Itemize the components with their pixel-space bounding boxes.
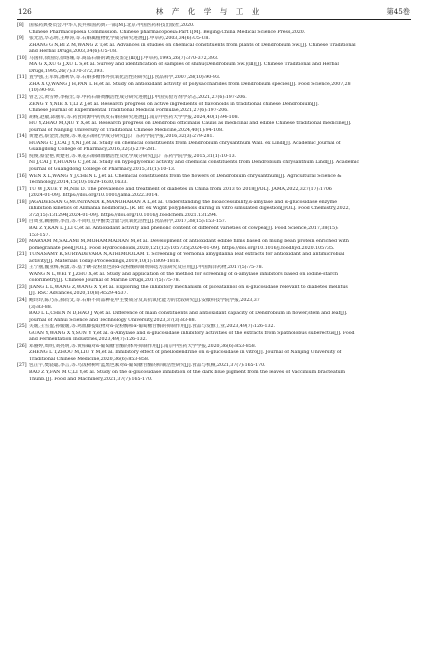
reference-line: MARYAM M,SALAMI M,MOHAMMADIAN M,et al. Development of antioxidant edible films based on mung bean protein enriched with xyxy=(29,239,349,245)
reference-number: [9] xyxy=(17,36,24,42)
reference-entry xyxy=(17,174,411,187)
reference-line: GUAN Y,WANG X Y,SUN Y Y,et al. α-Amylase and α-glucosidase inhibitory activities of the extracts from Spatholobus suberectus[J]. Food xyxy=(29,330,355,336)
reference-line: inhibition kinetics of Allmania nodiflora(L.)R. Br. ex Wight polyphenols during in vitro simulated digestion[J/OL]. Food Chemistry,2022, xyxy=(29,206,351,212)
reference-number: [12] xyxy=(17,95,27,101)
reference-number: [22] xyxy=(17,265,27,271)
reference-entry xyxy=(17,324,411,344)
reference-number: [17] xyxy=(17,186,27,192)
reference-line: 153-157. xyxy=(29,232,50,238)
reference-text xyxy=(29,239,411,252)
reference-text xyxy=(29,134,411,154)
reference-line: 包正宇,樊骁聪,李言,等.乌饭树树叶蓝黑色素对α-葡萄糖苷酶的抑制活性研究[J].食品与机械,2021,37(7):165-170. xyxy=(29,363,266,369)
reference-number: [24] xyxy=(17,297,27,303)
reference-text xyxy=(29,23,411,36)
reference-line: Chinese Journal of Experimental Traditional Medical Formulae,2021,27(6):197-206. xyxy=(29,108,229,114)
reference-line: Thunb.[J]. Food and Machinery,2021,37(7):165-170. xyxy=(29,376,153,382)
reference-line: TU W J,XUE Y M,NIE D. The prevalence and treatment of diabetes in China from 2013 to 2018[J/OL]. JAMA,2022,327(17):1706 xyxy=(29,186,332,192)
reference-line: (10):90-93. xyxy=(29,88,56,94)
reference-text xyxy=(29,174,411,187)
reference-text xyxy=(29,200,411,220)
reference-text xyxy=(29,219,411,239)
reference-line: 倪俊,蔡金艳,黄楚君,等.束花石斛降血糖活性及化学成分研究[J].广东药学院学报,2015,31(1):10-13. xyxy=(29,153,237,159)
reference-number: [11] xyxy=(17,75,27,81)
reference-number: [8] xyxy=(17,23,24,28)
reference-line: ZHA X Q,WANG J H,PAN L H,et al. Study on antioxidant activity of polysaccharides from Dendrobium species[J]. Food Science,2007,28 xyxy=(29,81,351,87)
reference-line: HUANG C J,CAI J Y,NI J,et al. Study on chemical constituents from Dendrobium chrysanthum Wall. ex Lindl[J]. Academic Journal of xyxy=(29,140,341,146)
reference-list xyxy=(17,23,411,383)
reference-text xyxy=(29,75,411,95)
reference-line: activity[J]. Materials Today:Proceedings,2019,10(1):1809-1818. xyxy=(29,258,181,264)
reference-number: [21] xyxy=(17,252,27,258)
reference-line: (3):83-88. xyxy=(29,304,53,310)
reference-line: BAO Z Y,FAN M C,LI Y,et al. Study on the α-glucosidase inhibition of the dark blue pigment from the leaves of Vaccinium bracteatum xyxy=(29,369,346,375)
reference-number: [20] xyxy=(17,239,27,245)
reference-line: pomegranate peel[J/OL]. Food Hydrocolloids,2020,121(12):105735[2024-01-09]. https://doi.org/10.1016/j.foodhyd.2020.105735. xyxy=(29,245,335,251)
reference-number: [19] xyxy=(17,219,27,225)
reference-line: 王宁丽,魏亚梅,祝潇,等.基于碘-淀粉显色的α-淀粉酶抑制剂筛选方法研究及应用[J].中国海洋药物,2017(5):75-78. xyxy=(29,265,264,271)
reference-text xyxy=(29,298,411,324)
reference-number: [15] xyxy=(17,153,27,159)
reference-line: Traditional Chinese Medicine,2020,36(6):853-858. xyxy=(29,356,150,362)
reference-text xyxy=(29,265,411,285)
reference-line: 关媛,王雪盈,孙媛媛,等.鸡血藤提取物对α-淀粉酶和α-葡萄糖苷酶的抑制作用[J].食品与发酵工业,2023,49(7):126-132. xyxy=(29,324,275,330)
reference-entry xyxy=(17,252,411,265)
reference-line: WANG N L,WEI Y J,ZHU X,et al. Study and application of the method for screening of α-amylase inhibitors based on iodine-starch xyxy=(29,271,339,277)
reference-text xyxy=(29,115,411,135)
reference-line: and Fermentation Industries,2023,49(7):126-132. xyxy=(29,337,148,343)
reference-number: [13] xyxy=(17,114,27,120)
reference-entry xyxy=(17,36,411,56)
volume-label: 第45卷 xyxy=(386,7,410,16)
reference-line: 鲍玲玲,陈乃东,郝钧文,等.石斛不同品种花中主要成分及其抗氧化能力的比较研究[J].安徽科技学院学报,2023,37 xyxy=(29,297,260,303)
reference-line: ZHENG L T,ZHOU M,LIU Y M,et al. Inhibitory effect of phellodendrine on α-glucosidase in vitro[J]. Journal of Nanjing University of xyxy=(29,350,342,356)
reference-text xyxy=(29,95,411,115)
reference-entry xyxy=(17,187,411,200)
reference-line: Drugs,1995,26(7):370-372,393. xyxy=(29,68,104,74)
reference-number: [26] xyxy=(17,343,27,349)
reference-entry xyxy=(17,200,411,220)
page-number: 126 xyxy=(18,7,32,16)
reference-entry xyxy=(17,344,411,364)
reference-text xyxy=(29,187,411,200)
reference-line: 国家药典委员会.中华人民共和国药典:一部[M].北京:中国医药科技出版社,2020. xyxy=(29,23,195,28)
reference-number: [16] xyxy=(17,173,27,179)
reference-entry xyxy=(17,75,411,95)
reference-entry xyxy=(17,363,411,383)
reference-entry xyxy=(17,219,411,239)
reference-line: ZHANG G N,BI Z M,WANG Z T,et al. Advances in studies on chemical constituents from plants of Dendrobium Sw.[J]. Chinese Traditional xyxy=(29,42,356,48)
reference-text xyxy=(29,285,411,298)
reference-line: colorimetry[J]. Chinese Journal of Marine Drugs,2017(5):75-78. xyxy=(29,278,181,284)
reference-line: ZENG Y Y,NIE X T,LI Z J,et al. Research progress on active ingredients of flavonoids in traditional chinese Dendrobium[J]. xyxy=(29,101,319,107)
reference-line: Guangdong College of Pharmacy,2016,32(3):279-281. xyxy=(29,147,157,153)
reference-entry xyxy=(17,23,411,36)
reference-text xyxy=(29,324,411,344)
reference-entry xyxy=(17,285,411,298)
reference-line: 马国祥,徐国钧,徐珞珊,等.商品石斛的调查及鉴定(Ⅲ)[J].中草药,1995,26(7):370-372,393. xyxy=(29,55,219,61)
reference-number: [18] xyxy=(17,199,27,205)
reference-text xyxy=(29,344,411,364)
reference-number: [25] xyxy=(17,324,27,330)
reference-text xyxy=(29,56,411,76)
reference-text xyxy=(29,154,411,174)
reference-line: and Herbal Drugs,2003,34(6):U5-U8. xyxy=(29,49,118,55)
journal-title: 林 产 化 学 与 工 业 xyxy=(155,7,263,16)
reference-line: [2024-01-09]. https://doi.org/10.1001/jama.2022.3014. xyxy=(29,193,159,199)
reference-line: 曾艺云,黄雪婷,李振宏,等.中药石斛黄酮活性成分研究进展[J].中国实验方剂学杂志,2021,27(6):197-206. xyxy=(29,95,247,101)
reference-entry xyxy=(17,95,411,115)
reference-entry xyxy=(17,239,411,252)
reference-entry xyxy=(17,298,411,324)
reference-line: 黄楚君,蔡金贵,倪俊,等.束花石斛化学成分研究[J].广东药学院学报,2016,32(3):279-281. xyxy=(29,134,214,140)
reference-line: Journal of Anhui Science and Technology University,2023,37(3):83-88. xyxy=(29,317,197,323)
reference-text xyxy=(29,36,411,56)
reference-line: JIANG L L,WANG Z,WANG X Y,et al. Exploring the inhibitory mechanism of piceatannol on α-glucosidase relevant to diabetes mellitus xyxy=(29,284,348,290)
reference-line: 胡杨,赵敏,邱丽军,等.药食同源中药铁皮石斛的研究进展[J].南京中医药大学学报,2024,40(1):94-108. xyxy=(29,114,240,120)
reference-entry xyxy=(17,134,411,154)
reference-entry xyxy=(17,56,411,76)
reference-line: Chinese Pharmacopoeia Commission. Chinese pharmacopoeia:Part Ⅰ[M]. Beijing:China Medical Science Press,2020. xyxy=(29,29,306,35)
reference-line: TUNASAMY K,SURYADEVARA N,ATHIMOOLAM T. Screening of Vernonia amygdalina leaf extracts for antioxidant and antimicrobial xyxy=(29,252,345,258)
reference-line: 张光浩,毕志明,王峥涛,等.石斛属植物化学成分研究进展[J].中草药,2003,34(6):U5-U8. xyxy=(29,36,210,42)
running-header xyxy=(17,6,411,20)
reference-line: 372(15):131294[2024-01-09]. https://doi.org/10.1016/j.foodchem.2021.131294. xyxy=(29,212,218,218)
reference-entry xyxy=(17,115,411,135)
reference-line: [J]. RSC Advances,2020,10(8):4529-4537. xyxy=(29,291,129,297)
reference-line: Journal of Nanjing University of Traditional Chinese Medicine,2024,40(1):94-108. xyxy=(29,127,224,133)
reference-line: NI J,CAI J Y,HUANG C J,et al. Study on hypoglycemic activity and chemical constituents from Dendrobium chrysanthum Lindl[J]. Academic xyxy=(29,160,360,166)
reference-text xyxy=(29,252,411,265)
reference-number: [14] xyxy=(17,134,27,140)
reference-number: [10] xyxy=(17,55,27,61)
reference-line: 査学强,王军辉,潘利华,等.石斛多糖体外抗氧化活性的研究[J].食品科学,2007,28(10):90-93. xyxy=(29,75,221,81)
reference-line: 邓丽婷,周明,刘亮明,等.黄柏碱对α-葡萄糖苷酶的体外抑制作用[J].南京中医药大学学报,2020,36(6):853-858. xyxy=(29,343,257,349)
reference-line: WEN X L,WANG Y J,CHEN L J,et al. Chemical constituents from the flowers of Dendrobium chrysanthum[J]. Agricultural Science & xyxy=(29,173,342,179)
reference-line: MA G X,XU G J,XU L S,et al. Survey and identification of samples of shihu(Dendrobium Sw.)(Ⅲ)[J]. Chinese Traditional and Herbal xyxy=(29,62,339,68)
reference-line: BAI Z Y,KAN L J,LI C,et al. Antioxidant activity and phenolic content of different varieties of cowpea[J]. Food Science,2017,38(15): xyxy=(29,225,339,231)
reference-text xyxy=(29,363,411,383)
reference-number: [27] xyxy=(17,363,27,369)
reference-line: 白周亚,阚丽娇,李昌,等.不同红豆中酚类含量与抗氧化活性[J].食品科学,2017,38(15):153-157. xyxy=(29,219,227,225)
reference-entry xyxy=(17,154,411,174)
reference-line: Journal of Guangdong College of Pharmacy,2015,31(1):10-13. xyxy=(29,167,176,173)
reference-line: Technology,2014,15(10):1629-1630,1633. xyxy=(29,180,128,186)
reference-line: HU Y,ZHAO M,QIU Y X,et al. Research progress on Dendrobii officinalis Caulis as medicinal and edible Chinese traditional medicine[J]. xyxy=(29,121,352,127)
reference-line: BAO L L,CHEN N D,HAO J W,et al. Difference of main constituents and antioxidant capacity of Dendrobium in flower,stem and leaf[J]. xyxy=(29,311,348,317)
reference-entry xyxy=(17,265,411,285)
reference-line: JAGADEESAN G,MUNIYANDI K,MANOHARAN A L,et al. Understanding the bioaccessibility,α-amylase and α-glucosidase enzyme xyxy=(29,199,338,205)
reference-number: [23] xyxy=(17,284,27,290)
